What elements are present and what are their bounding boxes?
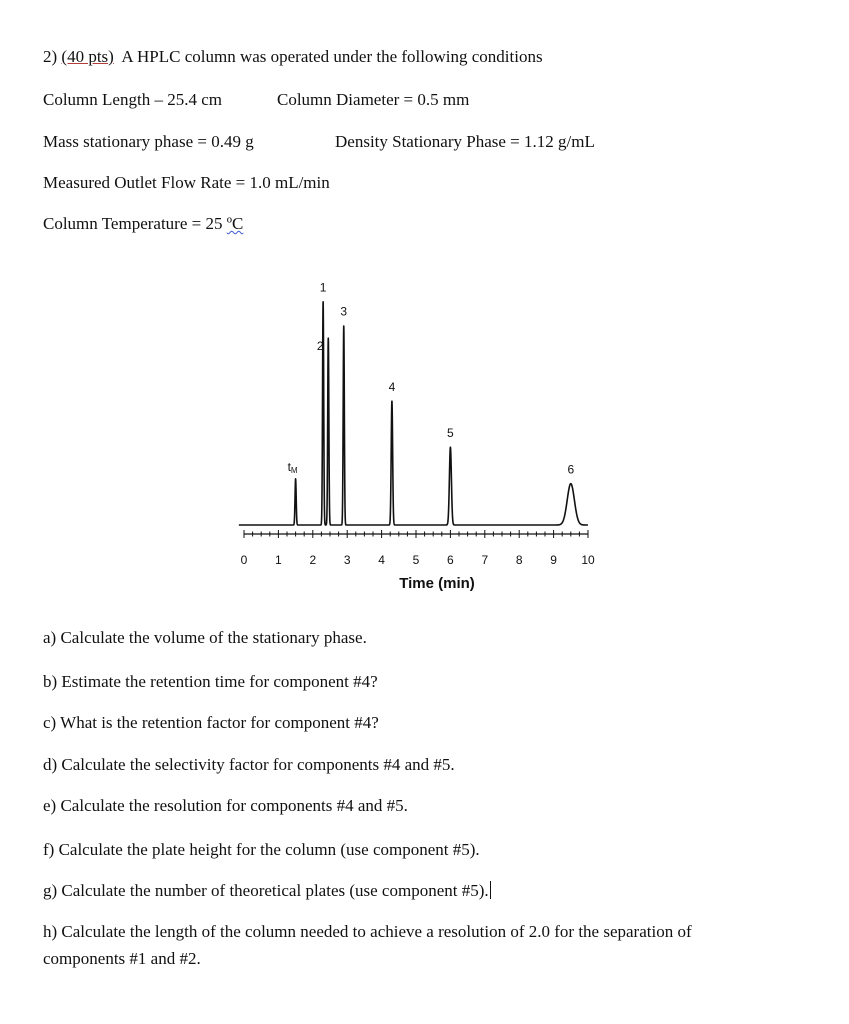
peak-label-tM: tM	[287, 459, 298, 475]
x-tick-labels	[241, 553, 595, 567]
peak-labels	[288, 280, 575, 483]
x-tick-label: 4	[378, 553, 385, 567]
question-g-text: g) Calculate the number of theoretical plates (use component #5).	[43, 881, 489, 900]
x-tick-label: 7	[481, 553, 489, 567]
x-tick-label: 0	[240, 553, 248, 567]
question-title: A HPLC column was operated under the following conditions	[113, 47, 543, 66]
question-h-continued: components #1 and #2.	[43, 949, 201, 968]
temperature-label: Column Temperature = 25	[43, 214, 227, 233]
condition-column-diameter: Column Diameter = 0.5 mm	[277, 90, 470, 109]
condition-mass-stationary: Mass stationary phase = 0.49 g	[43, 132, 254, 151]
x-tick-label: 2	[309, 553, 317, 567]
question-b: b) Estimate the retention time for component #4?	[43, 672, 378, 691]
points-label: (40 pts)	[61, 47, 114, 66]
peak-label-2: 2	[316, 338, 324, 353]
question-g	[43, 881, 491, 901]
time-axis	[244, 530, 588, 538]
x-tick-label: 9	[550, 553, 557, 567]
peak-label-6: 6	[567, 462, 575, 477]
x-tick-label: 10	[581, 553, 595, 567]
x-tick-label: 8	[515, 553, 523, 567]
condition-density-stationary: Density Stationary Phase = 1.12 g/mL	[335, 132, 595, 151]
x-tick-label: 5	[412, 553, 420, 567]
x-axis-label: Time (min)	[399, 575, 475, 592]
question-f: f) Calculate the plate height for the column (use component #5).	[43, 840, 480, 859]
x-tick-label: 6	[447, 553, 454, 567]
peak-label-5: 5	[447, 426, 454, 441]
question-h: h) Calculate the length of the column needed to achieve a resolution of 2.0 for the separation of	[43, 922, 692, 941]
x-tick-label: 1	[275, 553, 282, 567]
signal-trace	[239, 302, 588, 525]
chromatogram-trace	[239, 302, 588, 525]
temperature-unit: ºC	[226, 214, 244, 233]
condition-flow-rate: Measured Outlet Flow Rate = 1.0 mL/min	[43, 173, 330, 192]
peak-label-3: 3	[340, 304, 348, 319]
question-a: a) Calculate the volume of the stationary phase.	[43, 628, 367, 647]
condition-column-length: Column Length – 25.4 cm	[43, 90, 222, 109]
peak-label-4: 4	[388, 380, 396, 395]
x-tick-label: 3	[343, 553, 351, 567]
peak-label-1: 1	[319, 280, 327, 295]
question-d: d) Calculate the selectivity factor for components #4 and #5.	[43, 755, 455, 774]
question-number: 2)	[43, 47, 62, 66]
question-c: c) What is the retention factor for component #4?	[43, 713, 379, 732]
question-e: e) Calculate the resolution for components #4 and #5.	[43, 796, 408, 815]
text-cursor	[490, 881, 491, 899]
